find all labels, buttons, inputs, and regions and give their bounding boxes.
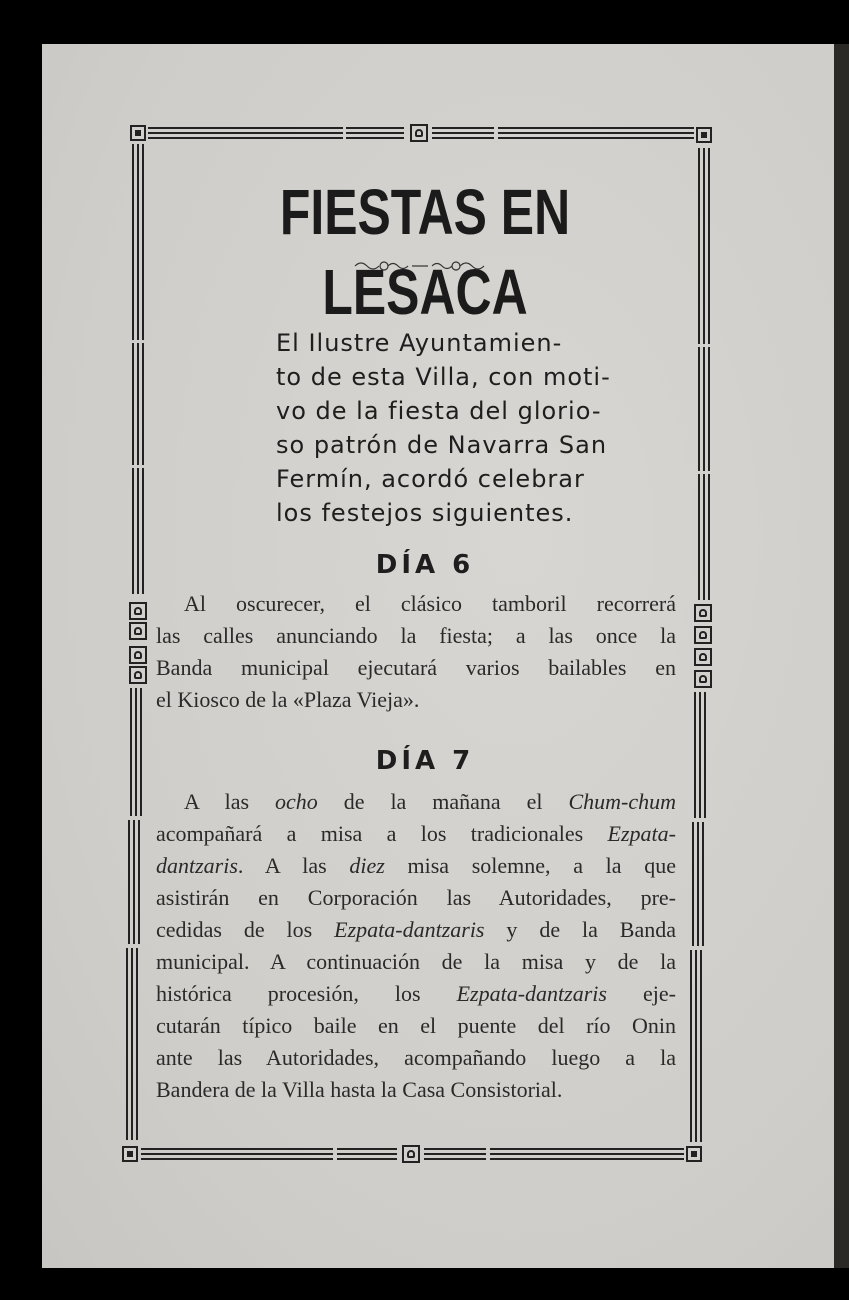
text-span: y de la Banda [484, 917, 676, 942]
day6-line: las calles anunciando la fiesta; a las once la [156, 623, 676, 648]
border-rule [690, 950, 702, 1142]
text-span: histórica procesión, los [156, 981, 457, 1006]
day7-line: ante las Autoridades, acompañando luego a la [156, 1045, 676, 1070]
border-rule [424, 1148, 486, 1160]
medallion-icon [694, 604, 712, 622]
italic-term: Ezpata-dantzaris [334, 917, 485, 942]
day6-line: el Kiosco de la «Plaza Vieja». [156, 687, 420, 712]
day7-heading: DÍA 7 [375, 746, 475, 776]
medallion-icon [129, 602, 147, 620]
intro-line: Fermín, acordó celebrar [276, 465, 585, 493]
medallion-icon [129, 666, 147, 684]
border-rule [128, 820, 140, 944]
book-spine [834, 44, 849, 1268]
text-span: de la mañana el [317, 789, 569, 814]
day7-line [156, 914, 676, 946]
border-rule [692, 822, 704, 946]
text-span: A las [184, 789, 276, 814]
page-title: FIESTAS EN LESACA [279, 176, 571, 328]
italic-term: Ezpata- [607, 821, 676, 846]
day7-line [156, 850, 676, 882]
text-span: eje- [606, 981, 676, 1006]
border-rule [132, 343, 144, 465]
day6-line: Banda municipal ejecutará varios bailables en [156, 655, 676, 680]
border-rule [490, 1148, 684, 1160]
corner-ornament-icon [696, 127, 712, 143]
italic-term: Ezpata-dantzaris [456, 981, 607, 1006]
medallion-icon [129, 646, 147, 664]
medallion-icon [694, 670, 712, 688]
corner-ornament-icon [130, 125, 146, 141]
italic-term: Chum-chum [568, 789, 676, 814]
italic-term: ocho [275, 789, 318, 814]
border-rule [698, 474, 710, 600]
day7-line [156, 978, 676, 1010]
intro-line: vo de la fiesta del glorio- [276, 397, 602, 425]
corner-ornament-icon [122, 1146, 138, 1162]
intro-paragraph [276, 326, 680, 530]
border-rule [337, 1148, 397, 1160]
border-rule [346, 127, 404, 139]
medallion-icon [402, 1145, 420, 1163]
intro-line: El Ilustre Ayuntamien- [276, 329, 563, 357]
day7-line: municipal. A continuación de la misa y de la [156, 949, 676, 974]
text-span: acompañará a misa a los tradicionales [156, 821, 608, 846]
medallion-icon [694, 626, 712, 644]
medallion-icon [410, 124, 428, 142]
border-rule [432, 127, 494, 139]
text-span: cedidas de los [156, 917, 335, 942]
corner-ornament-icon [686, 1146, 702, 1162]
day7-line [156, 786, 676, 818]
day7-line: asistirán en Corporación las Autoridades, pre- [156, 885, 676, 910]
intro-line: los festejos siguientes. [276, 499, 574, 527]
day7-line [156, 818, 676, 850]
flourish-ornament-icon [350, 256, 490, 276]
border-rule [698, 148, 710, 344]
border-rule [141, 1148, 333, 1160]
text-span: . A las [237, 853, 350, 878]
border-rule [498, 127, 694, 139]
medallion-icon [129, 622, 147, 640]
day7-line: cutarán típico baile en el puente del río Onin [156, 1013, 676, 1038]
italic-term: diez [349, 853, 385, 878]
border-rule [130, 688, 142, 816]
border-rule [148, 127, 343, 139]
day6-paragraph [156, 588, 676, 716]
day7-line: Bandera de la Villa hasta la Casa Consistorial. [156, 1077, 563, 1102]
text-span: misa solemne, a la que [384, 853, 676, 878]
border-rule [126, 948, 138, 1140]
border-rule [132, 144, 144, 340]
day6-line: Al oscurecer, el clásico tamboril recorrerá [184, 591, 676, 616]
intro-line: so patrón de Navarra San [276, 431, 608, 459]
italic-term: dantzaris [156, 853, 238, 878]
day6-heading: DÍA 6 [375, 550, 475, 580]
border-rule [132, 468, 144, 594]
day7-paragraph [156, 786, 676, 1106]
medallion-icon [694, 648, 712, 666]
border-rule [698, 347, 710, 471]
intro-line: to de esta Villa, con moti- [276, 363, 611, 391]
